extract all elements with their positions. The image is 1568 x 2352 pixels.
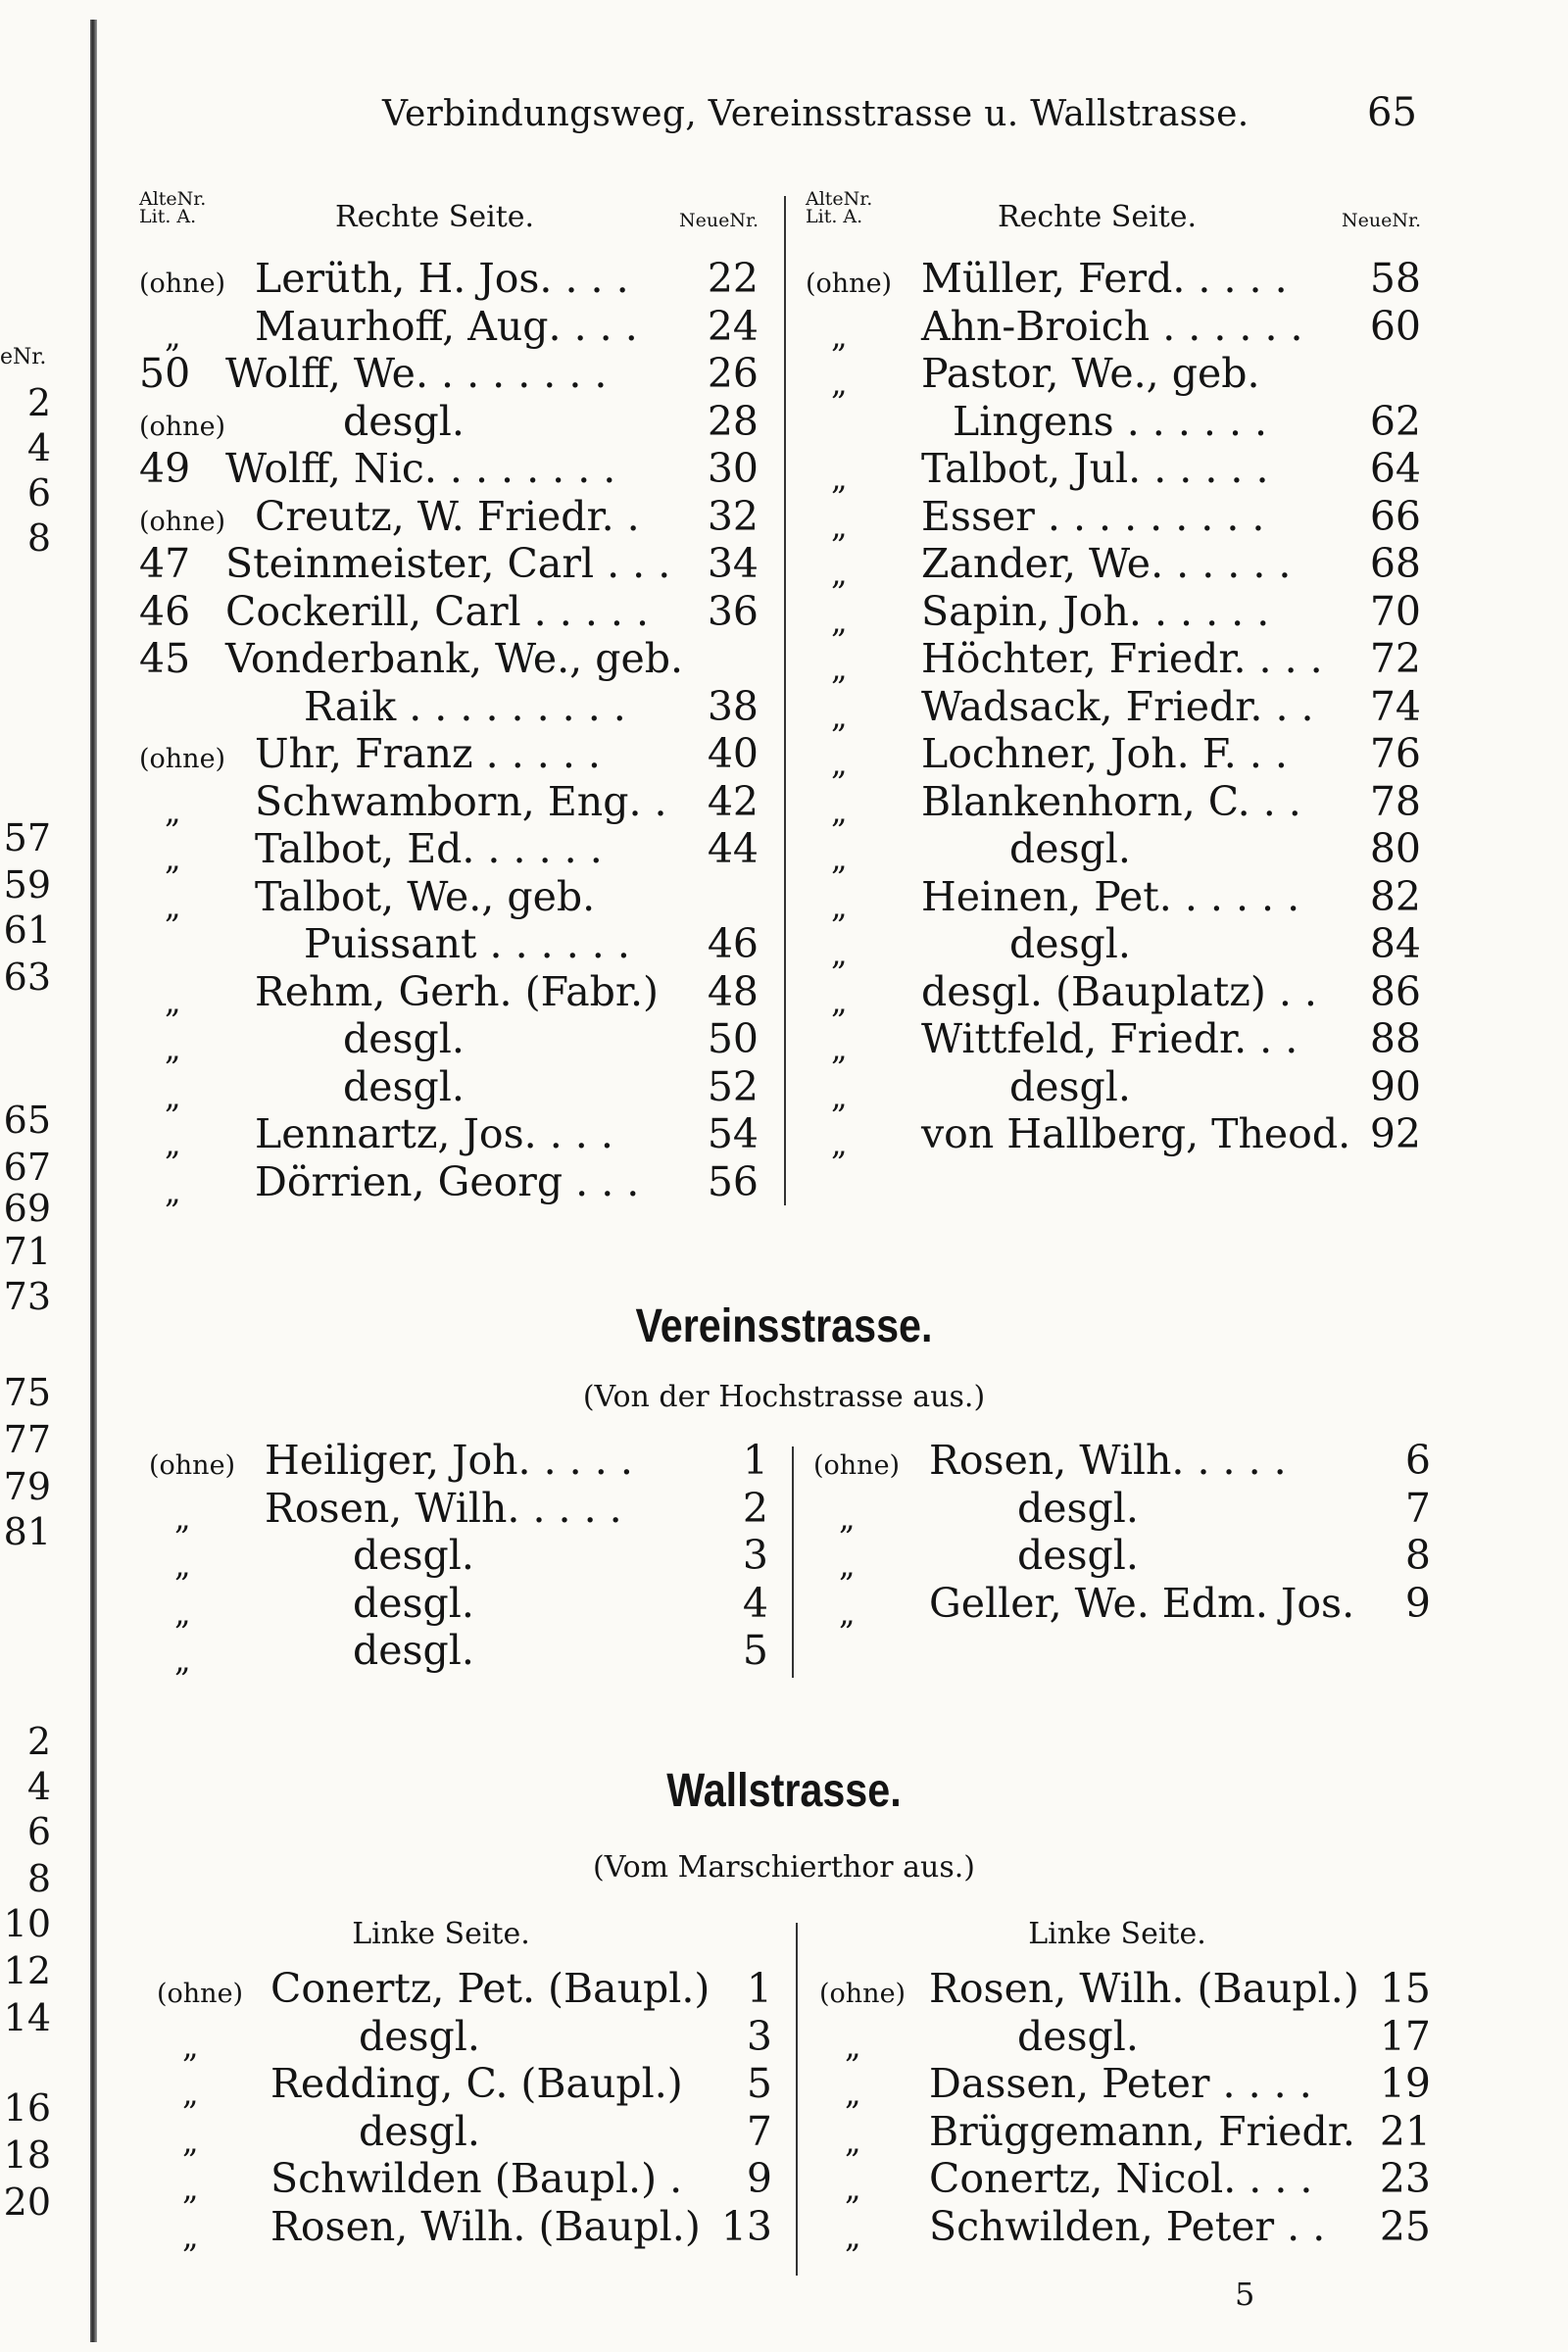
- new-number: 24: [707, 302, 759, 350]
- resident-name: desgl. (Bauplatz) . .: [921, 967, 1317, 1015]
- old-number: (ohne): [139, 411, 226, 442]
- new-number: 92: [1369, 1110, 1421, 1157]
- directory-entry: [139, 920, 759, 968]
- resident-name: von Hallberg, Theod.: [921, 1110, 1351, 1157]
- new-number: 66: [1369, 492, 1421, 540]
- resident-name: desgl.: [353, 1579, 474, 1627]
- resident-name: Müller, Ferd. . . . .: [921, 255, 1288, 302]
- resident-name: Sapin, Joh. . . . . .: [921, 587, 1270, 635]
- old-number: „: [845, 2075, 861, 2112]
- new-number: 25: [1379, 2202, 1431, 2250]
- verbindungsweg-left-column: [139, 186, 759, 1210]
- directory-entry: [139, 398, 759, 446]
- resident-name: Geller, We. Edm. Jos.: [929, 1579, 1355, 1627]
- new-number: 5: [742, 1627, 768, 1674]
- directory-entry: [806, 872, 1421, 925]
- resident-name: Dörrien, Georg . . .: [255, 1157, 640, 1205]
- directory-entry: [149, 1437, 768, 1485]
- directory-entry: [806, 587, 1421, 640]
- edge-number: 4: [26, 426, 51, 469]
- neue-nr-header: NeueNr.: [1341, 210, 1421, 231]
- new-number: 58: [1369, 255, 1421, 302]
- resident-name: Wadsack, Friedr. . .: [921, 682, 1314, 730]
- resident-name: Creutz, W. Friedr. .: [255, 492, 640, 540]
- old-number: „: [165, 1077, 181, 1115]
- entry-list: [806, 255, 1421, 1162]
- new-number: 48: [707, 967, 759, 1015]
- edge-number: 4: [26, 1765, 51, 1808]
- old-number: „: [839, 1593, 856, 1632]
- new-number: 4: [742, 1579, 768, 1627]
- old-number: „: [182, 2122, 199, 2160]
- entry-list: [157, 1965, 772, 2255]
- resident-name: Talbot, We., geb.: [255, 872, 596, 920]
- resident-name: Rosen, Wilh. (Baupl.): [270, 2202, 701, 2250]
- new-number: 82: [1369, 872, 1421, 920]
- directory-entry: [139, 777, 759, 830]
- directory-entry: [819, 2202, 1431, 2255]
- entry-list: [819, 1965, 1431, 2255]
- column-header: [806, 186, 1421, 255]
- new-number: 3: [742, 1532, 768, 1579]
- directory-entry: [139, 1062, 759, 1115]
- old-number: „: [174, 1642, 191, 1679]
- new-number: 40: [707, 730, 759, 777]
- old-number: „: [165, 1172, 181, 1210]
- old-number: „: [831, 317, 848, 355]
- new-number: 15: [1379, 1965, 1431, 2012]
- new-number: 17: [1379, 2012, 1431, 2060]
- old-number: „: [174, 1593, 191, 1632]
- alte-nr-header: AlteNr. Lit. A.: [139, 188, 207, 227]
- old-number: „: [165, 982, 181, 1020]
- new-number: 7: [746, 2107, 772, 2155]
- directory-entry: [149, 1532, 768, 1584]
- directory-entry: [806, 350, 1421, 402]
- resident-name: Lingens . . . . . .: [953, 397, 1268, 445]
- directory-entry: [819, 2155, 1431, 2207]
- edge-number: 8: [26, 1857, 51, 1900]
- directory-entry: [139, 1015, 759, 1067]
- directory-entry: [819, 2060, 1431, 2112]
- directory-entry: [806, 1015, 1421, 1067]
- resident-name: desgl.: [359, 2107, 480, 2155]
- resident-name: Schwilden, Peter . .: [929, 2202, 1326, 2250]
- edge-number: 71: [3, 1230, 51, 1273]
- directory-entry: [139, 255, 759, 303]
- old-number: (ohne): [157, 1979, 244, 2009]
- directory-entry: [813, 1532, 1431, 1584]
- resident-name: Conertz, Nicol. . . .: [929, 2155, 1313, 2202]
- verbindungsweg-right-column: [806, 186, 1421, 1162]
- old-number: (ohne): [813, 1450, 901, 1481]
- directory-entry: [157, 1965, 772, 2013]
- wallstrasse-right-column: [819, 1965, 1431, 2255]
- resident-name: Heiliger, Joh. . . . .: [265, 1437, 633, 1484]
- signature-mark: 5: [1235, 2276, 1255, 2313]
- resident-name: desgl.: [1009, 825, 1131, 872]
- old-number: „: [165, 317, 181, 355]
- directory-entry: [806, 540, 1421, 592]
- new-number: 1: [742, 1437, 768, 1484]
- new-number: 21: [1379, 2107, 1431, 2155]
- directory-entry: [157, 2060, 772, 2112]
- binding-edge: [90, 20, 97, 2342]
- old-number: „: [839, 1546, 856, 1584]
- edge-number: 10: [3, 1902, 51, 1945]
- new-number: 6: [1404, 1437, 1431, 1484]
- directory-entry: [139, 540, 759, 588]
- new-number: 22: [707, 255, 759, 302]
- new-number: 3: [746, 2012, 772, 2060]
- directory-entry: [139, 493, 759, 541]
- directory-entry: [806, 730, 1421, 782]
- old-number: (ohne): [139, 744, 226, 774]
- old-number: „: [831, 1125, 848, 1162]
- wallstrasse-title: Wallstrasse.: [666, 1765, 902, 1817]
- directory-entry: [139, 872, 759, 925]
- new-number: 68: [1369, 540, 1421, 587]
- old-number: „: [174, 1546, 191, 1584]
- directory-entry: [806, 682, 1421, 735]
- new-number: 88: [1369, 1015, 1421, 1062]
- directory-entry: [813, 1579, 1431, 1632]
- new-number: 26: [707, 350, 759, 397]
- edge-number: 63: [3, 956, 51, 999]
- directory-entry: [806, 1110, 1421, 1162]
- edge-number: 81: [3, 1510, 51, 1553]
- resident-name: Rosen, Wilh. . . . .: [265, 1484, 622, 1532]
- old-number: (ohne): [806, 269, 893, 299]
- resident-name: Wolff, We. . . . . . . .: [225, 350, 608, 397]
- column-divider: [796, 1923, 798, 2276]
- directory-entry: [157, 2155, 772, 2207]
- old-number: „: [839, 1498, 856, 1537]
- new-number: 76: [1369, 730, 1421, 777]
- edge-number: 16: [3, 2086, 51, 2130]
- old-number: „: [831, 697, 848, 735]
- directory-entry: [806, 967, 1421, 1020]
- resident-name: Conertz, Pet. (Baupl.): [270, 1965, 710, 2012]
- resident-name: desgl.: [343, 397, 465, 445]
- old-number: „: [831, 650, 848, 687]
- resident-name: Heinen, Pet. . . . . .: [921, 872, 1300, 920]
- side-header: Rechte Seite.: [998, 200, 1198, 234]
- edge-number: 57: [3, 816, 51, 859]
- wallstrasse-left-column: [157, 1965, 772, 2255]
- directory-entry: [806, 777, 1421, 830]
- resident-name: Esser . . . . . . . . .: [921, 492, 1265, 540]
- directory-entry: [139, 825, 759, 877]
- column-header: [139, 186, 759, 255]
- column-divider: [784, 196, 786, 1205]
- directory-entry: [139, 1157, 759, 1210]
- resident-name: desgl.: [1017, 1484, 1139, 1532]
- resident-name: Talbot, Jul. . . . . .: [921, 445, 1269, 492]
- old-number: (ohne): [819, 1979, 906, 2009]
- resident-name: Raik . . . . . . . . .: [304, 682, 626, 730]
- old-number: „: [831, 1077, 848, 1115]
- old-number: 47: [139, 540, 191, 587]
- old-number: „: [831, 792, 848, 830]
- vereinsstrasse-subtitle: (Von der Hochstrasse aus.): [582, 1380, 986, 1414]
- new-number: 46: [707, 920, 759, 967]
- edge-number: 59: [3, 863, 51, 906]
- directory-entry: [139, 302, 759, 355]
- resident-name: Blankenhorn, C. . .: [921, 777, 1301, 825]
- edge-number: 73: [3, 1275, 51, 1318]
- new-number: 50: [707, 1015, 759, 1062]
- vereinsstrasse-title: Vereinsstrasse.: [635, 1300, 933, 1352]
- directory-entry: [149, 1579, 768, 1632]
- resident-name: Schwamborn, Eng. .: [255, 777, 667, 825]
- resident-name: Vonderbank, We., geb.: [225, 635, 683, 682]
- old-number: „: [831, 982, 848, 1020]
- previous-page-edge: [0, 0, 69, 2352]
- resident-name: Uhr, Franz . . . . .: [255, 730, 601, 777]
- new-number: 7: [1404, 1484, 1431, 1532]
- resident-name: desgl.: [343, 1062, 465, 1110]
- resident-name: Rehm, Gerh. (Fabr.): [255, 967, 660, 1015]
- edge-number: 6: [26, 1810, 51, 1853]
- resident-name: Zander, We. . . . . .: [921, 540, 1292, 587]
- edge-number: 69: [3, 1187, 51, 1230]
- edge-number: 65: [3, 1099, 51, 1142]
- resident-name: Ahn-Broich . . . . . .: [921, 302, 1303, 350]
- new-number: 60: [1369, 302, 1421, 350]
- resident-name: Dassen, Peter . . . .: [929, 2060, 1312, 2107]
- old-number: „: [182, 2217, 199, 2255]
- old-number: „: [165, 1030, 181, 1067]
- resident-name: Schwilden (Baupl.) .: [270, 2155, 683, 2202]
- new-number: 62: [1369, 397, 1421, 445]
- resident-name: desgl.: [1017, 2012, 1139, 2060]
- resident-name: Höchter, Friedr. . . .: [921, 635, 1323, 682]
- old-number: (ohne): [149, 1450, 236, 1481]
- new-number: 80: [1369, 825, 1421, 872]
- new-number: 38: [707, 682, 759, 730]
- page-number: 65: [1367, 90, 1417, 135]
- new-number: 42: [707, 777, 759, 825]
- directory-entry: [139, 730, 759, 778]
- old-number: „: [845, 2122, 861, 2160]
- resident-name: Wittfeld, Friedr. . .: [921, 1015, 1298, 1062]
- vereinsstrasse-right-column: [813, 1437, 1431, 1632]
- new-number: 23: [1379, 2155, 1431, 2202]
- edge-number: 18: [3, 2133, 51, 2177]
- resident-name: desgl.: [1009, 920, 1131, 967]
- new-number: 56: [707, 1157, 759, 1205]
- edge-number: 77: [3, 1418, 51, 1461]
- new-number: 2: [742, 1484, 768, 1532]
- old-number: „: [165, 840, 181, 877]
- directory-entry: [149, 1627, 768, 1679]
- old-number: 49: [139, 445, 191, 492]
- old-number: (ohne): [139, 506, 226, 537]
- new-number: 44: [707, 825, 759, 872]
- directory-entry: [139, 445, 759, 493]
- new-number: 54: [707, 1110, 759, 1157]
- new-number: 30: [707, 445, 759, 492]
- directory-entry: [139, 350, 759, 398]
- edge-number: 75: [3, 1371, 51, 1414]
- directory-entry: [149, 1484, 768, 1537]
- old-number: „: [831, 507, 848, 545]
- edge-number: 79: [3, 1465, 51, 1508]
- directory-entry: [819, 2012, 1431, 2065]
- edge-header: eNr.: [0, 345, 47, 369]
- old-number: „: [831, 840, 848, 877]
- wallstrasse-right-side-header: Linke Seite.: [1028, 1917, 1206, 1951]
- resident-name: Redding, C. (Baupl.): [270, 2060, 683, 2107]
- new-number: 84: [1369, 920, 1421, 967]
- old-number: „: [831, 1030, 848, 1067]
- directory-entry: [819, 2107, 1431, 2160]
- edge-number: 2: [26, 381, 51, 424]
- old-number: „: [831, 745, 848, 782]
- new-number: 32: [707, 492, 759, 540]
- edge-number: 8: [26, 516, 51, 560]
- new-number: 52: [707, 1062, 759, 1110]
- old-number: „: [831, 365, 848, 402]
- directory-entry: [157, 2202, 772, 2255]
- resident-name: desgl.: [353, 1627, 474, 1674]
- new-number: 64: [1369, 445, 1421, 492]
- directory-entry: [139, 967, 759, 1020]
- new-number: 8: [1404, 1532, 1431, 1579]
- directory-entry: [813, 1484, 1431, 1537]
- alte-nr-header: AlteNr. Lit. A.: [806, 188, 873, 227]
- edge-number: 20: [3, 2180, 51, 2224]
- new-number: 1: [746, 1965, 772, 2012]
- edge-number: 12: [3, 1949, 51, 1992]
- new-number: 34: [707, 540, 759, 587]
- directory-entry: [819, 1965, 1431, 2013]
- directory-entry: [806, 302, 1421, 355]
- resident-name: Maurhoff, Aug. . . .: [255, 302, 638, 350]
- old-number: „: [182, 2027, 199, 2065]
- old-number: „: [831, 887, 848, 925]
- entry-list: [149, 1437, 768, 1679]
- directory-entry: [139, 1110, 759, 1162]
- directory-entry: [157, 2012, 772, 2065]
- directory-entry: [806, 445, 1421, 497]
- old-number: 50: [139, 350, 191, 397]
- directory-entry: [806, 255, 1421, 303]
- resident-name: desgl.: [1009, 1062, 1131, 1110]
- edge-number: 61: [3, 908, 51, 952]
- resident-name: Lennartz, Jos. . . .: [255, 1110, 613, 1157]
- resident-name: Puissant . . . . . .: [304, 920, 630, 967]
- directory-entry: [806, 492, 1421, 545]
- new-number: 13: [720, 2202, 772, 2250]
- old-number: „: [165, 887, 181, 925]
- directory-entry: [806, 1062, 1421, 1115]
- edge-number: 6: [26, 471, 51, 514]
- wallstrasse-subtitle: (Vom Marschierthor aus.): [593, 1850, 975, 1885]
- resident-name: desgl.: [1017, 1532, 1139, 1579]
- old-number: 46: [139, 587, 191, 635]
- old-number: „: [831, 460, 848, 497]
- neue-nr-header: NeueNr.: [678, 210, 759, 231]
- old-number: „: [165, 1125, 181, 1162]
- old-number: „: [831, 555, 848, 592]
- running-head: Verbindungsweg, Vereinsstrasse u. Wallstrasse.: [382, 94, 1250, 134]
- directory-entry: [813, 1437, 1431, 1485]
- directory-entry: [139, 588, 759, 636]
- new-number: 70: [1369, 587, 1421, 635]
- resident-name: Lerüth, H. Jos. . . .: [255, 255, 629, 302]
- new-number: 74: [1369, 682, 1421, 730]
- edge-number: 2: [26, 1720, 51, 1763]
- directory-entry: [806, 398, 1421, 446]
- directory-entry: [806, 920, 1421, 972]
- resident-name: Talbot, Ed. . . . . .: [255, 825, 603, 872]
- resident-name: Steinmeister, Carl . . .: [225, 540, 671, 587]
- new-number: 90: [1369, 1062, 1421, 1110]
- side-header: Rechte Seite.: [335, 200, 535, 234]
- new-number: 86: [1369, 967, 1421, 1015]
- resident-name: Brüggemann, Friedr.: [929, 2107, 1355, 2155]
- entry-list: [139, 255, 759, 1210]
- directory-entry: [806, 825, 1421, 877]
- resident-name: Rosen, Wilh. (Baupl.): [929, 1965, 1359, 2012]
- old-number: (ohne): [139, 269, 226, 299]
- new-number: 28: [707, 397, 759, 445]
- new-number: 9: [746, 2155, 772, 2202]
- edge-number: 14: [3, 1996, 51, 2039]
- old-number: „: [174, 1498, 191, 1537]
- old-number: „: [165, 792, 181, 830]
- new-number: 5: [746, 2060, 772, 2107]
- resident-name: Wolff, Nic. . . . . . . .: [225, 445, 616, 492]
- new-number: 72: [1369, 635, 1421, 682]
- column-divider: [792, 1446, 794, 1678]
- old-number: „: [182, 2075, 199, 2112]
- old-number: „: [845, 2027, 861, 2065]
- old-number: „: [831, 935, 848, 972]
- new-number: 36: [707, 587, 759, 635]
- resident-name: desgl.: [343, 1015, 465, 1062]
- directory-entry: [139, 635, 759, 683]
- edge-number: 67: [3, 1146, 51, 1189]
- new-number: 9: [1404, 1579, 1431, 1627]
- wallstrasse-left-side-header: Linke Seite.: [352, 1917, 530, 1951]
- entry-list: [813, 1437, 1431, 1632]
- old-number: „: [845, 2170, 861, 2207]
- directory-entry: [157, 2107, 772, 2160]
- resident-name: Cockerill, Carl . . . . .: [225, 587, 649, 635]
- vereinsstrasse-left-column: [149, 1437, 768, 1679]
- old-number: 45: [139, 635, 191, 682]
- directory-entry: [139, 683, 759, 731]
- resident-name: desgl.: [353, 1532, 474, 1579]
- resident-name: Rosen, Wilh. . . . .: [929, 1437, 1287, 1484]
- old-number: „: [845, 2217, 861, 2255]
- old-number: „: [831, 602, 848, 640]
- directory-entry: [806, 635, 1421, 687]
- resident-name: Pastor, We., geb.: [921, 350, 1260, 397]
- new-number: 19: [1379, 2060, 1431, 2107]
- resident-name: Lochner, Joh. F. . .: [921, 730, 1288, 777]
- new-number: 78: [1369, 777, 1421, 825]
- resident-name: desgl.: [359, 2012, 480, 2060]
- old-number: „: [182, 2170, 199, 2207]
